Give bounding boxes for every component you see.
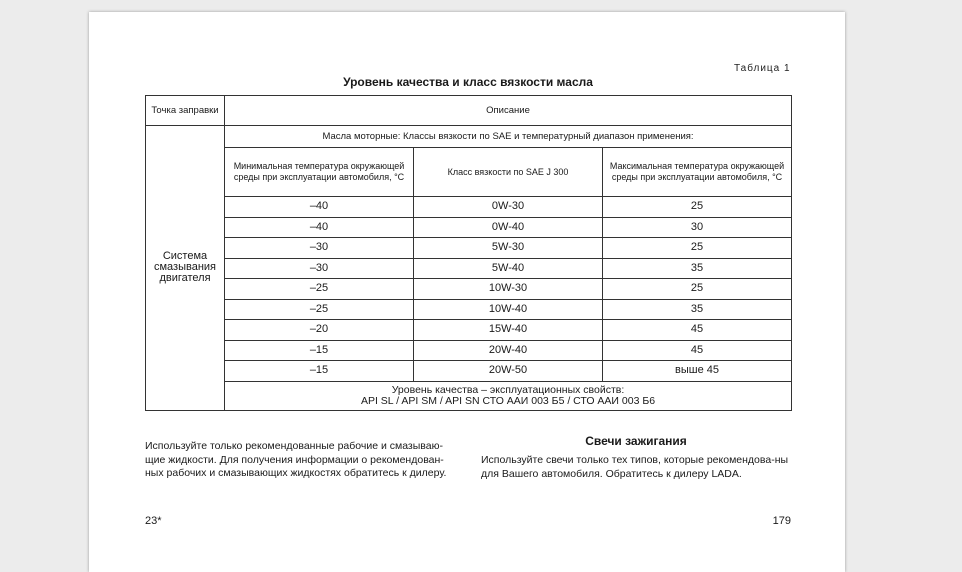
header-point: Точка заправки — [146, 96, 225, 126]
cell-max-temp: 45 — [603, 340, 792, 361]
cell-max-temp: 25 — [603, 197, 792, 218]
cell-viscosity: 5W-30 — [414, 238, 603, 259]
cell-viscosity: 10W-30 — [414, 279, 603, 300]
cell-max-temp: 25 — [603, 279, 792, 300]
cell-viscosity: 5W-40 — [414, 258, 603, 279]
oil-spec-table — [145, 95, 792, 411]
cell-max-temp: 45 — [603, 320, 792, 341]
cell-viscosity: 20W-50 — [414, 361, 603, 382]
cell-viscosity: 0W-30 — [414, 197, 603, 218]
cell-viscosity: 20W-40 — [414, 340, 603, 361]
document-page — [89, 12, 845, 572]
cell-min-temp: –40 — [225, 217, 414, 238]
cell-max-temp: 30 — [603, 217, 792, 238]
table-footer-row — [146, 381, 792, 410]
table-header-row — [146, 96, 792, 126]
table-row — [146, 197, 792, 218]
cell-min-temp: –15 — [225, 361, 414, 382]
table-row — [146, 238, 792, 259]
quality-level-standards: API SL / API SM / API SN СТО ААИ 003 Б5 / СТО ААИ 003 Б6 — [360, 394, 656, 407]
cell-max-temp: 35 — [603, 258, 792, 279]
cell-min-temp: –15 — [225, 340, 414, 361]
page-number: 179 — [772, 515, 791, 527]
cell-max-temp: выше 45 — [603, 361, 792, 382]
cell-viscosity: 0W-40 — [414, 217, 603, 238]
header-description: Описание — [225, 96, 792, 126]
cell-max-temp: 25 — [603, 238, 792, 259]
cell-min-temp: –25 — [225, 299, 414, 320]
cell-min-temp: –20 — [225, 320, 414, 341]
quality-level-label: Уровень качества – эксплуатационных свойств: — [391, 383, 625, 396]
table-number: Таблица 1 — [734, 63, 791, 74]
col-header-viscosity: Класс вязкости по SAE J 300 — [414, 148, 603, 197]
col-header-min-temp: Минимальная температура окружающей среды при эксплуатации автомобиля, °С — [225, 148, 414, 197]
spark-plugs-text: Используйте свечи только тех типов, которые рекомендова-ны для Вашего автомобиля. Обратитесь к дилеру LADA. — [481, 454, 789, 480]
cell-min-temp: –30 — [225, 258, 414, 279]
table-row — [146, 258, 792, 279]
cell-max-temp: 35 — [603, 299, 792, 320]
table-row — [146, 279, 792, 300]
table-row — [146, 340, 792, 361]
col-header-max-temp: Максимальная температура окружающей среды при эксплуатации автомобиля, °С — [603, 148, 792, 197]
table-subheader-row — [146, 126, 792, 148]
cell-min-temp: –25 — [225, 279, 414, 300]
cell-min-temp: –40 — [225, 197, 414, 218]
cell-viscosity: 10W-40 — [414, 299, 603, 320]
table-row — [146, 320, 792, 341]
table-row — [146, 217, 792, 238]
table-row — [146, 361, 792, 382]
system-label: Система смазывания двигателя — [146, 126, 225, 411]
cell-viscosity: 15W-40 — [414, 320, 603, 341]
table-row — [146, 299, 792, 320]
column-header-row — [146, 148, 792, 197]
table-title: Уровень качества и класс вязкости масла — [343, 75, 593, 89]
subheader: Масла моторные: Классы вязкости по SAE и температурный диапазон применения: — [225, 126, 792, 148]
quality-level — [225, 381, 792, 410]
spark-plugs-heading: Свечи зажигания — [585, 434, 687, 448]
footer-mark: 23* — [145, 515, 162, 527]
cell-min-temp: –30 — [225, 238, 414, 259]
fluids-recommendation-text: Используйте только рекомендованные рабочие и смазываю-щие жидкости. Для получения информации о рекомендован-ных рабочих и смазывающих жидкостях обратитесь к дилеру. — [145, 440, 447, 479]
